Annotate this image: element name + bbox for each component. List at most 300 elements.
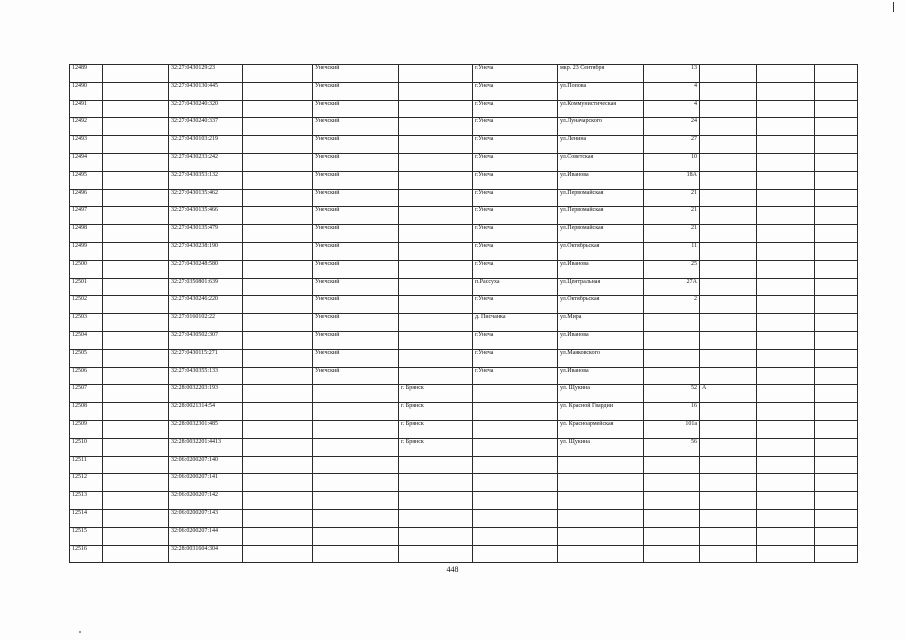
cadastral-number-cell: 32:27:0430135:462 bbox=[169, 189, 243, 207]
record-number-cell: 12513 bbox=[70, 492, 103, 510]
blank-cell-c bbox=[757, 509, 815, 527]
building-letter-cell bbox=[700, 349, 757, 367]
blank-cell-d bbox=[815, 385, 858, 403]
city-region-cell: г. Брянск bbox=[399, 420, 473, 438]
blank-cell-a bbox=[103, 225, 169, 243]
city-region-cell bbox=[399, 136, 473, 154]
building-letter-cell bbox=[700, 545, 757, 563]
street-cell bbox=[558, 509, 644, 527]
house-number-cell: 4 bbox=[644, 100, 700, 118]
city-region-cell: г. Брянск bbox=[399, 403, 473, 421]
blank-cell-a bbox=[103, 509, 169, 527]
district-cell bbox=[313, 492, 399, 510]
blank-cell-a bbox=[103, 153, 169, 171]
district-cell bbox=[313, 420, 399, 438]
blank-cell-a bbox=[103, 100, 169, 118]
blank-cell-a bbox=[103, 314, 169, 332]
blank-cell-d bbox=[815, 278, 858, 296]
blank-cell-c bbox=[757, 65, 815, 83]
record-number-cell: 12510 bbox=[70, 438, 103, 456]
blank-cell-d bbox=[815, 420, 858, 438]
street-cell: ул.Луначарского bbox=[558, 118, 644, 136]
table-row bbox=[70, 367, 858, 385]
city-region-cell: г. Брянск bbox=[399, 438, 473, 456]
district-cell: Унечский bbox=[313, 207, 399, 225]
blank-cell-a bbox=[103, 189, 169, 207]
cadastral-number-cell: 32:27:0430240:337 bbox=[169, 118, 243, 136]
cadastral-number-cell: 32:27:0430355:133 bbox=[169, 367, 243, 385]
street-cell: ул.Коммунистическая bbox=[558, 100, 644, 118]
blank-cell-d bbox=[815, 527, 858, 545]
blank-cell-d bbox=[815, 331, 858, 349]
blank-cell-d bbox=[815, 136, 858, 154]
street-cell: ул.Иванова bbox=[558, 367, 644, 385]
blank-cell-b bbox=[243, 403, 313, 421]
blank-cell-a bbox=[103, 527, 169, 545]
blank-cell-c bbox=[757, 438, 815, 456]
blank-cell-b bbox=[243, 82, 313, 100]
street-cell: ул. Красной Гвардии bbox=[558, 403, 644, 421]
scan-speck bbox=[79, 631, 81, 633]
blank-cell-c bbox=[757, 474, 815, 492]
district-cell: Унечский bbox=[313, 242, 399, 260]
blank-cell-a bbox=[103, 136, 169, 154]
blank-cell-a bbox=[103, 403, 169, 421]
blank-cell-b bbox=[243, 118, 313, 136]
house-number-cell: 25 bbox=[644, 260, 700, 278]
record-number-cell: 12494 bbox=[70, 153, 103, 171]
house-number-cell: 56 bbox=[644, 438, 700, 456]
locality-cell: г.Унеча bbox=[473, 242, 558, 260]
blank-cell-c bbox=[757, 314, 815, 332]
blank-cell-b bbox=[243, 207, 313, 225]
blank-cell-a bbox=[103, 278, 169, 296]
city-region-cell bbox=[399, 349, 473, 367]
house-number-cell: 27 bbox=[644, 136, 700, 154]
district-cell bbox=[313, 527, 399, 545]
blank-cell-a bbox=[103, 82, 169, 100]
building-letter-cell bbox=[700, 474, 757, 492]
record-number-cell: 12515 bbox=[70, 527, 103, 545]
city-region-cell bbox=[399, 278, 473, 296]
cadastral-number-cell: 32:27:0430248:580 bbox=[169, 260, 243, 278]
blank-cell-c bbox=[757, 100, 815, 118]
city-region-cell bbox=[399, 545, 473, 563]
district-cell bbox=[313, 403, 399, 421]
district-cell: Унечский bbox=[313, 296, 399, 314]
house-number-cell bbox=[644, 456, 700, 474]
cadastral-number-cell: 32:27:0160102:22 bbox=[169, 314, 243, 332]
blank-cell-c bbox=[757, 296, 815, 314]
table-row bbox=[70, 438, 858, 456]
record-number-cell: 12502 bbox=[70, 296, 103, 314]
district-cell: Унечский bbox=[313, 65, 399, 83]
building-letter-cell: А bbox=[700, 385, 757, 403]
city-region-cell bbox=[399, 171, 473, 189]
district-cell: Унечский bbox=[313, 314, 399, 332]
table-row bbox=[70, 296, 858, 314]
table-row bbox=[70, 349, 858, 367]
locality-cell: г.Унеча bbox=[473, 136, 558, 154]
house-number-cell: 11 bbox=[644, 242, 700, 260]
city-region-cell bbox=[399, 492, 473, 510]
blank-cell-d bbox=[815, 314, 858, 332]
cadastral-number-cell: 32:27:0430135:466 bbox=[169, 207, 243, 225]
record-number-cell: 12495 bbox=[70, 171, 103, 189]
blank-cell-a bbox=[103, 385, 169, 403]
table-row bbox=[70, 314, 858, 332]
building-letter-cell bbox=[700, 438, 757, 456]
building-letter-cell bbox=[700, 65, 757, 83]
house-number-cell: 13 bbox=[644, 65, 700, 83]
table-row bbox=[70, 65, 858, 83]
district-cell: Унечский bbox=[313, 331, 399, 349]
blank-cell-d bbox=[815, 118, 858, 136]
blank-cell-d bbox=[815, 492, 858, 510]
blank-cell-a bbox=[103, 118, 169, 136]
street-cell: ул.Мира bbox=[558, 314, 644, 332]
blank-cell-d bbox=[815, 189, 858, 207]
building-letter-cell bbox=[700, 456, 757, 474]
street-cell bbox=[558, 545, 644, 563]
locality-cell: г.Унеча bbox=[473, 207, 558, 225]
city-region-cell bbox=[399, 296, 473, 314]
blank-cell-c bbox=[757, 349, 815, 367]
house-number-cell: 2 bbox=[644, 296, 700, 314]
street-cell bbox=[558, 527, 644, 545]
table-row bbox=[70, 545, 858, 563]
registry-table-body bbox=[70, 65, 858, 563]
blank-cell-a bbox=[103, 65, 169, 83]
district-cell: Унечский bbox=[313, 153, 399, 171]
record-number-cell: 12512 bbox=[70, 474, 103, 492]
street-cell bbox=[558, 492, 644, 510]
table-row bbox=[70, 331, 858, 349]
cadastral-number-cell: 32:27:0350801:639 bbox=[169, 278, 243, 296]
house-number-cell bbox=[644, 527, 700, 545]
blank-cell-b bbox=[243, 153, 313, 171]
cadastral-number-cell: 32:27:0430240:320 bbox=[169, 100, 243, 118]
cadastral-number-cell: 32:06:0200207:143 bbox=[169, 509, 243, 527]
blank-cell-a bbox=[103, 456, 169, 474]
house-number-cell: 10 bbox=[644, 153, 700, 171]
street-cell: ул.Первомайская bbox=[558, 207, 644, 225]
house-number-cell: 18А bbox=[644, 171, 700, 189]
cadastral-number-cell: 32:27:0430502:307 bbox=[169, 331, 243, 349]
blank-cell-a bbox=[103, 242, 169, 260]
locality-cell: г.Унеча bbox=[473, 189, 558, 207]
district-cell: Унечский bbox=[313, 82, 399, 100]
blank-cell-d bbox=[815, 207, 858, 225]
city-region-cell bbox=[399, 118, 473, 136]
blank-cell-d bbox=[815, 509, 858, 527]
cadastral-number-cell: 32:28:0032201:4413 bbox=[169, 438, 243, 456]
blank-cell-c bbox=[757, 527, 815, 545]
blank-cell-a bbox=[103, 296, 169, 314]
city-region-cell bbox=[399, 314, 473, 332]
blank-cell-b bbox=[243, 331, 313, 349]
blank-cell-d bbox=[815, 225, 858, 243]
locality-cell: д. Писчанка bbox=[473, 314, 558, 332]
blank-cell-d bbox=[815, 474, 858, 492]
table-row bbox=[70, 509, 858, 527]
locality-cell bbox=[473, 438, 558, 456]
blank-cell-b bbox=[243, 225, 313, 243]
table-row bbox=[70, 385, 858, 403]
locality-cell: г.Унеча bbox=[473, 118, 558, 136]
locality-cell bbox=[473, 385, 558, 403]
street-cell: ул.Попова bbox=[558, 82, 644, 100]
building-letter-cell bbox=[700, 260, 757, 278]
house-number-cell: 4 bbox=[644, 82, 700, 100]
locality-cell bbox=[473, 474, 558, 492]
blank-cell-c bbox=[757, 331, 815, 349]
cadastral-number-cell: 32:27:0430129:23 bbox=[169, 65, 243, 83]
table-row bbox=[70, 278, 858, 296]
house-number-cell: 27А bbox=[644, 278, 700, 296]
blank-cell-a bbox=[103, 420, 169, 438]
table-row bbox=[70, 456, 858, 474]
building-letter-cell bbox=[700, 207, 757, 225]
street-cell: ул.Иванова bbox=[558, 260, 644, 278]
record-number-cell: 12492 bbox=[70, 118, 103, 136]
table-row bbox=[70, 242, 858, 260]
blank-cell-b bbox=[243, 136, 313, 154]
locality-cell bbox=[473, 509, 558, 527]
page-number: 448 bbox=[446, 565, 459, 574]
district-cell: Унечский bbox=[313, 278, 399, 296]
blank-cell-a bbox=[103, 260, 169, 278]
district-cell bbox=[313, 385, 399, 403]
blank-cell-b bbox=[243, 438, 313, 456]
locality-cell: г.Унеча bbox=[473, 349, 558, 367]
blank-cell-a bbox=[103, 207, 169, 225]
table-row bbox=[70, 527, 858, 545]
blank-cell-d bbox=[815, 171, 858, 189]
blank-cell-a bbox=[103, 367, 169, 385]
building-letter-cell bbox=[700, 367, 757, 385]
table-row bbox=[70, 118, 858, 136]
blank-cell-c bbox=[757, 278, 815, 296]
blank-cell-b bbox=[243, 509, 313, 527]
street-cell: мкр. 23 Сентября bbox=[558, 65, 644, 83]
city-region-cell bbox=[399, 225, 473, 243]
district-cell bbox=[313, 438, 399, 456]
record-number-cell: 12499 bbox=[70, 242, 103, 260]
record-number-cell: 12497 bbox=[70, 207, 103, 225]
blank-cell-b bbox=[243, 545, 313, 563]
table-row bbox=[70, 136, 858, 154]
table-row bbox=[70, 225, 858, 243]
blank-cell-c bbox=[757, 367, 815, 385]
record-number-cell: 12490 bbox=[70, 82, 103, 100]
city-region-cell bbox=[399, 65, 473, 83]
house-number-cell bbox=[644, 509, 700, 527]
house-number-cell bbox=[644, 367, 700, 385]
record-number-cell: 12503 bbox=[70, 314, 103, 332]
blank-cell-c bbox=[757, 82, 815, 100]
street-cell: ул.Маяковского bbox=[558, 349, 644, 367]
cadastral-number-cell: 32:28:0031604:304 bbox=[169, 545, 243, 563]
table-row bbox=[70, 207, 858, 225]
record-number-cell: 12514 bbox=[70, 509, 103, 527]
street-cell bbox=[558, 456, 644, 474]
district-cell: Унечский bbox=[313, 136, 399, 154]
blank-cell-d bbox=[815, 403, 858, 421]
blank-cell-a bbox=[103, 545, 169, 563]
cadastral-number-cell: 32:27:0430353:132 bbox=[169, 171, 243, 189]
street-cell: ул.Октябрьская bbox=[558, 242, 644, 260]
building-letter-cell bbox=[700, 278, 757, 296]
cadastral-number-cell: 32:27:0430130:445 bbox=[169, 82, 243, 100]
locality-cell: г.Унеча bbox=[473, 260, 558, 278]
blank-cell-d bbox=[815, 260, 858, 278]
record-number-cell: 12491 bbox=[70, 100, 103, 118]
record-number-cell: 12508 bbox=[70, 403, 103, 421]
table-row bbox=[70, 260, 858, 278]
record-number-cell: 12506 bbox=[70, 367, 103, 385]
locality-cell: г.Унеча bbox=[473, 65, 558, 83]
table-row bbox=[70, 153, 858, 171]
blank-cell-b bbox=[243, 100, 313, 118]
blank-cell-c bbox=[757, 492, 815, 510]
table-row bbox=[70, 82, 858, 100]
blank-cell-d bbox=[815, 153, 858, 171]
blank-cell-b bbox=[243, 527, 313, 545]
house-number-cell: 52 bbox=[644, 385, 700, 403]
blank-cell-c bbox=[757, 207, 815, 225]
city-region-cell bbox=[399, 207, 473, 225]
cadastral-number-cell: 32:28:0021314:54 bbox=[169, 403, 243, 421]
blank-cell-b bbox=[243, 260, 313, 278]
house-number-cell: 21 bbox=[644, 225, 700, 243]
district-cell: Унечский bbox=[313, 100, 399, 118]
blank-cell-b bbox=[243, 189, 313, 207]
blank-cell-a bbox=[103, 438, 169, 456]
record-number-cell: 12507 bbox=[70, 385, 103, 403]
building-letter-cell bbox=[700, 136, 757, 154]
locality-cell: г.Унеча bbox=[473, 367, 558, 385]
street-cell: ул.Первомайская bbox=[558, 225, 644, 243]
scan-edge-mark bbox=[893, 2, 894, 12]
blank-cell-b bbox=[243, 349, 313, 367]
building-letter-cell bbox=[700, 331, 757, 349]
blank-cell-d bbox=[815, 65, 858, 83]
city-region-cell bbox=[399, 527, 473, 545]
blank-cell-c bbox=[757, 456, 815, 474]
blank-cell-d bbox=[815, 367, 858, 385]
blank-cell-d bbox=[815, 100, 858, 118]
table-row bbox=[70, 171, 858, 189]
record-number-cell: 12493 bbox=[70, 136, 103, 154]
house-number-cell: 16 bbox=[644, 403, 700, 421]
street-cell: ул.Советская bbox=[558, 153, 644, 171]
street-cell: ул.Первомайская bbox=[558, 189, 644, 207]
district-cell: Унечский bbox=[313, 260, 399, 278]
cadastral-number-cell: 32:06:0200207:144 bbox=[169, 527, 243, 545]
building-letter-cell bbox=[700, 118, 757, 136]
blank-cell-c bbox=[757, 242, 815, 260]
blank-cell-b bbox=[243, 385, 313, 403]
table-row bbox=[70, 403, 858, 421]
table-row bbox=[70, 474, 858, 492]
cadastral-number-cell: 32:06:0200207:140 bbox=[169, 456, 243, 474]
locality-cell: г.Унеча bbox=[473, 296, 558, 314]
house-number-cell: 101а bbox=[644, 420, 700, 438]
cadastral-number-cell: 32:27:0430135:479 bbox=[169, 225, 243, 243]
record-number-cell: 12489 bbox=[70, 65, 103, 83]
blank-cell-c bbox=[757, 260, 815, 278]
locality-cell: г.Унеча bbox=[473, 153, 558, 171]
house-number-cell bbox=[644, 349, 700, 367]
city-region-cell bbox=[399, 260, 473, 278]
building-letter-cell bbox=[700, 509, 757, 527]
blank-cell-b bbox=[243, 474, 313, 492]
street-cell: ул. Щукина bbox=[558, 438, 644, 456]
blank-cell-b bbox=[243, 242, 313, 260]
city-region-cell: г. Брянск bbox=[399, 385, 473, 403]
locality-cell bbox=[473, 420, 558, 438]
locality-cell: г.Унеча bbox=[473, 331, 558, 349]
blank-cell-b bbox=[243, 492, 313, 510]
city-region-cell bbox=[399, 474, 473, 492]
house-number-cell bbox=[644, 474, 700, 492]
cadastral-number-cell: 32:28:0032301:485 bbox=[169, 420, 243, 438]
house-number-cell: 21 bbox=[644, 189, 700, 207]
street-cell: ул.Октябрьская bbox=[558, 296, 644, 314]
street-cell: ул.Иванова bbox=[558, 171, 644, 189]
cadastral-number-cell: 32:27:0430246:220 bbox=[169, 296, 243, 314]
building-letter-cell bbox=[700, 153, 757, 171]
blank-cell-a bbox=[103, 171, 169, 189]
street-cell: ул.Центральная bbox=[558, 278, 644, 296]
house-number-cell bbox=[644, 314, 700, 332]
blank-cell-b bbox=[243, 296, 313, 314]
locality-cell bbox=[473, 456, 558, 474]
district-cell bbox=[313, 509, 399, 527]
street-cell: ул.Ленина bbox=[558, 136, 644, 154]
building-letter-cell bbox=[700, 296, 757, 314]
house-number-cell: 21 bbox=[644, 207, 700, 225]
district-cell: Унечский bbox=[313, 189, 399, 207]
street-cell: ул.Иванова bbox=[558, 331, 644, 349]
building-letter-cell bbox=[700, 82, 757, 100]
blank-cell-d bbox=[815, 349, 858, 367]
house-number-cell bbox=[644, 331, 700, 349]
cadastral-number-cell: 32:28:0032203:193 bbox=[169, 385, 243, 403]
city-region-cell bbox=[399, 456, 473, 474]
blank-cell-d bbox=[815, 82, 858, 100]
locality-cell bbox=[473, 545, 558, 563]
cadastral-number-cell: 32:06:0200207:142 bbox=[169, 492, 243, 510]
record-number-cell: 12498 bbox=[70, 225, 103, 243]
locality-cell bbox=[473, 403, 558, 421]
blank-cell-a bbox=[103, 474, 169, 492]
building-letter-cell bbox=[700, 100, 757, 118]
blank-cell-b bbox=[243, 314, 313, 332]
blank-cell-b bbox=[243, 420, 313, 438]
street-cell bbox=[558, 474, 644, 492]
building-letter-cell bbox=[700, 189, 757, 207]
district-cell: Унечский bbox=[313, 225, 399, 243]
cadastral-number-cell: 32:27:0430103:219 bbox=[169, 136, 243, 154]
blank-cell-c bbox=[757, 153, 815, 171]
city-region-cell bbox=[399, 367, 473, 385]
blank-cell-c bbox=[757, 225, 815, 243]
blank-cell-c bbox=[757, 420, 815, 438]
record-number-cell: 12516 bbox=[70, 545, 103, 563]
street-cell: ул. Щукина bbox=[558, 385, 644, 403]
